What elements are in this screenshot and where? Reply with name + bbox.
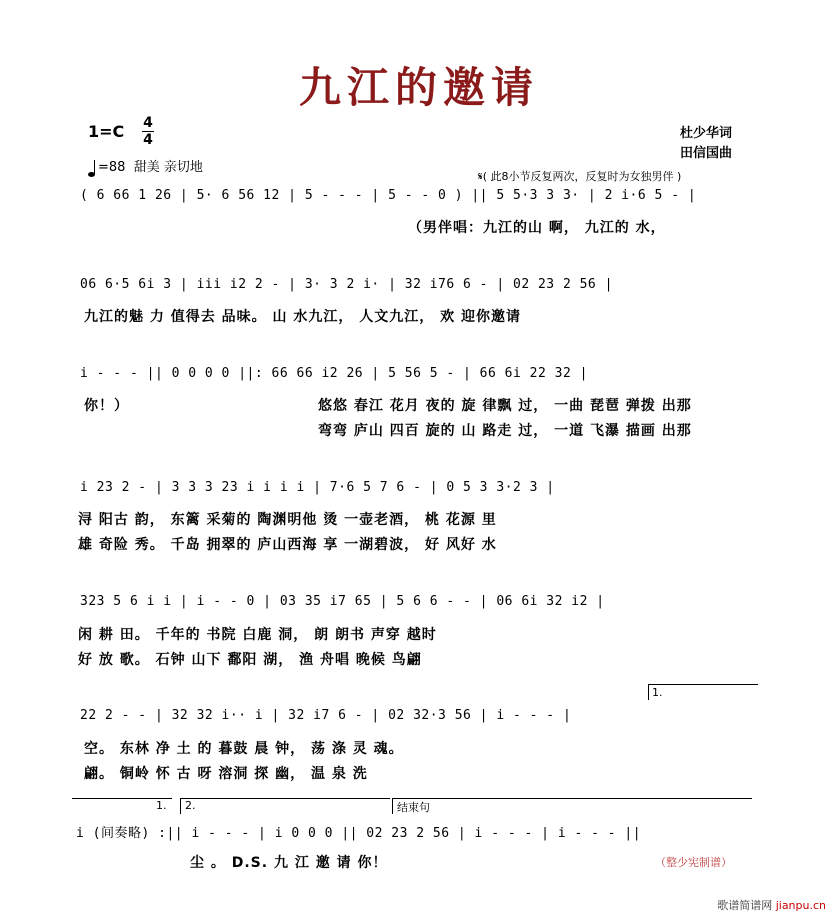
lyric-row-1: （男伴唱：九江的山 啊， 九江的 水， bbox=[408, 220, 666, 236]
key-signature: 1=C bbox=[88, 122, 125, 141]
volta-1-label: 1. bbox=[652, 686, 663, 699]
tempo-mood: 甜美 亲切地 bbox=[133, 160, 203, 175]
lyric-row-4a: 浔 阳古 韵， 东篱 采菊的 陶渊明他 烫 一壶老酒， 桃 花源 里 bbox=[78, 512, 497, 528]
lyric-row-4b: 雄 奇险 秀。 千岛 拥翠的 庐山西海 享 一湖碧波， 好 风好 水 bbox=[78, 537, 497, 553]
lyric-row-2: 九江的魅 力 值得去 品味。 山 水九江， 人文九江， 欢 迎你邀请 bbox=[84, 309, 521, 325]
composer: 田信国曲 bbox=[680, 146, 733, 161]
lyric-row-5a: 闲 耕 田。 千年的 书院 白鹿 洞， 朗 朗书 声穿 越时 bbox=[78, 627, 437, 643]
lyric-row-6a: 空。 东林 净 土 的 暮鼓 晨 钟， 荡 涤 灵 魂。 bbox=[84, 741, 404, 757]
tempo-bpm: =88 bbox=[98, 160, 126, 175]
lyric-row-3a: 你！） bbox=[84, 398, 129, 414]
time-signature-top: 4 bbox=[143, 115, 153, 131]
tempo-marking bbox=[88, 156, 203, 177]
notation-row-7: i (间奏略) :|| i - - - | i 0 0 0 || 02 23 2 56 | i - - - | i - - - || bbox=[76, 826, 642, 841]
notation-row-2: 06 6·5 6i 3 | iii i2 2 - | 3· 3 2 i· | 32 i76 6 - | 02 23 2 56 | bbox=[80, 277, 613, 292]
time-signature bbox=[142, 116, 154, 147]
lyric-row-6b: 翩。 铜岭 怀 古 呀 溶洞 探 幽， 温 泉 洗 bbox=[84, 766, 368, 782]
lyricist: 杜少华词 bbox=[680, 126, 733, 141]
lyric-row-3c: 弯弯 庐山 四百 旋的 山 路走 过， 一道 飞瀑 描画 出那 bbox=[318, 423, 692, 439]
notation-row-3: i - - - || 0 0 0 0 ||: 66 66 i2 26 | 5 56 5 - | 66 6i 22 32 | bbox=[80, 366, 588, 381]
lyric-row-5b: 好 放 歌。 石钟 山下 鄱阳 湖， 渔 舟唱 晚候 鸟翩 bbox=[78, 652, 422, 668]
ending-label: 结束句 bbox=[397, 801, 430, 814]
watermark-url: jianpu.cn bbox=[775, 899, 826, 912]
time-signature-bottom: 4 bbox=[143, 132, 153, 148]
repeat-note: 𝄋( 此8小节反复两次，反复时为女独男伴 ) bbox=[478, 170, 682, 183]
notation-row-4: i 23 2 - | 3 3 3 23 i i i i | 7·6 5 7 6 - | 0 5 3 3·2 3 | bbox=[80, 480, 555, 495]
volta-2-label: 2. bbox=[185, 799, 196, 812]
lyric-row-7: 尘 。 D.S. 九 江 邀 请 你！ bbox=[190, 855, 388, 871]
volta-1b-label: 1. bbox=[156, 799, 167, 812]
notation-row-6: 22 2 - - | 32 32 i·· i | 32 i7 6 - | 02 32·3 56 | i - - - | bbox=[80, 708, 572, 723]
credits bbox=[680, 124, 732, 164]
watermark-site: 歌谱简谱网 bbox=[717, 899, 773, 912]
notation-row-5: 323 5 6 i i | i - - 0 | 03 35 i7 65 | 5 6 6 - - | 06 6i 32 i2 | bbox=[80, 594, 605, 609]
quarter-note-icon bbox=[88, 172, 95, 177]
song-title: 九江的邀请 bbox=[298, 63, 539, 112]
notation-row-1: ( 6 66 1 26 | 5· 6 56 12 | 5 - - - | 5 - - 0 ) || 5 5·3 3 3· | 2 i·6 5 - | bbox=[80, 188, 697, 203]
lyric-row-3b: 悠悠 春江 花月 夜的 旋 律飘 过， 一曲 琵琶 弹拨 出那 bbox=[318, 398, 692, 414]
site-watermark bbox=[717, 897, 826, 913]
arranger-credit: （整少宪制谱） bbox=[655, 856, 732, 869]
